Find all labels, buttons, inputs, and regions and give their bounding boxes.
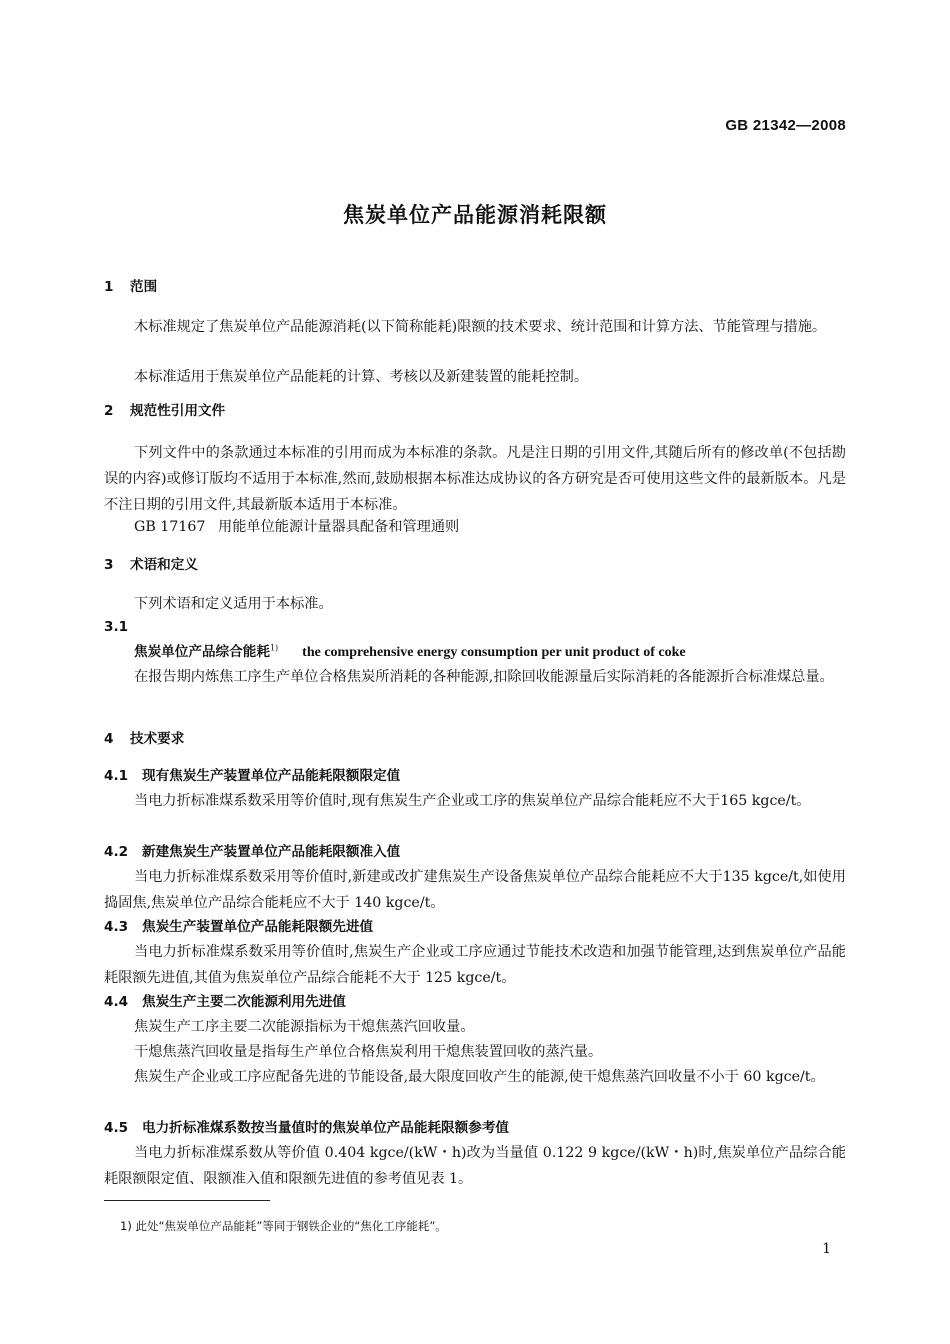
section-technical-requirements [104, 726, 846, 752]
section-scope [104, 274, 846, 300]
term-english: the comprehensive energy consumption per unit product of coke [302, 645, 686, 660]
section-title: 技术要求 [130, 731, 185, 747]
subsection-title: 现有焦炭生产装置单位产品能耗限额限定值 [142, 768, 401, 784]
section-number: 1 [104, 279, 114, 295]
paragraph: 干熄焦蒸汽回收量是指每生产单位合格焦炭利用干熄焦装置回收的蒸汽量。 [134, 1044, 603, 1060]
standard-code: GB 21342—2008 [725, 117, 846, 134]
document-title: 焦炭单位产品能源消耗限额 [343, 203, 607, 227]
subsection-title: 电力折标准煤系数按当量值时的焦炭单位产品能耗限额参考值 [142, 1120, 510, 1136]
term-chinese: 焦炭单位产品综合能耗 [134, 644, 270, 660]
section-title: 范围 [130, 279, 158, 295]
reference-title: 用能单位能源计量器具配备和管理通则 [218, 519, 460, 535]
paragraph: 下列文件中的条款通过本标准的引用而成为本标准的条款。凡是注日期的引用文件,其随后所有的修改单(不包括勘误的内容)或修订版均不适用于本标准,然而,鼓励根据本标准达成协议的各方研究是否可使用这些文件的最新版本。凡是不注日期的引用文件,其最新版本适用于本标准。 [104, 445, 846, 513]
footnote: 1) 此处“焦炭单位产品能耗”等同于钢铁企业的“焦化工序能耗”。 [120, 1219, 447, 1233]
page-number: 1 [822, 1241, 831, 1257]
paragraph: 当电力折标准煤系数从等价值 0.404 kgce/(kW・h)改为当量值 0.122 9 kgce/(kW・h)时,焦炭单位产品综合能耗限额限定值、限额准入值和限额先进值的参考值见表 1。 [104, 1145, 846, 1187]
paragraph: 本标准适用于焦炭单位产品能耗的计算、考核以及新建装置的能耗控制。 [134, 369, 589, 385]
paragraph: 木标准规定了焦炭单位产品能源消耗(以下简称能耗)限额的技术要求、统计范围和计算方法、节能管理与措施。 [134, 319, 827, 335]
subsection-heading [104, 914, 846, 940]
section-terms [104, 552, 846, 578]
section-title: 规范性引用文件 [130, 403, 226, 419]
section-heading [104, 552, 846, 578]
section-number: 2 [104, 403, 114, 419]
reference-entry [104, 514, 876, 540]
paragraph: 当电力折标准煤系数采用等价值时,新建或改扩建焦炭生产设备焦炭单位产品综合能耗应不大于135 kgce/t,如使用捣固焦,焦炭单位产品综合能耗应不大于 140 kgce/t。 [104, 869, 846, 911]
subsection-number: 4.3 [104, 919, 129, 935]
section-heading [104, 398, 846, 424]
section-number: 4 [104, 731, 114, 747]
subsection-heading [104, 763, 846, 789]
subsection-number: 4.4 [104, 994, 129, 1010]
subsection-heading [104, 989, 846, 1015]
paragraph: 当电力折标准煤系数采用等价值时,现有焦炭生产企业或工序的焦炭单位产品综合能耗应不大于165 kgce/t。 [134, 793, 811, 809]
paragraph: 当电力折标准煤系数采用等价值时,焦炭生产企业或工序应通过节能技术改造和加强节能管理,达到焦炭单位产品能耗限额先进值,其值为焦炭单位产品综合能耗不大于 125 kgce/t。 [104, 944, 846, 986]
subsection-number: 4.2 [104, 844, 129, 860]
subsection-title: 焦炭生产装置单位产品能耗限额先进值 [142, 919, 374, 935]
footnote-divider [104, 1200, 270, 1201]
subsection-title: 新建焦炭生产装置单位产品能耗限额准入值 [142, 844, 401, 860]
footnote-marker: 1) [269, 643, 279, 653]
section-number: 3 [104, 557, 114, 573]
subsection-heading [104, 1115, 846, 1141]
section-heading [104, 274, 846, 300]
section-normative-references [104, 398, 846, 424]
paragraph: 焦炭生产企业或工序应配备先进的节能设备,最大限度回收产生的能源,使干熄焦蒸汽回收量不小于 60 kgce/t。 [134, 1069, 825, 1085]
subsection-heading [104, 839, 846, 865]
subsection-number: 4.1 [104, 768, 129, 784]
term-definition: 在报告期内炼焦工序生产单位合格焦炭所消耗的各种能源,扣除回收能源量后实际消耗的各能源折合标准煤总量。 [134, 669, 834, 685]
paragraph: 焦炭生产工序主要二次能源指标为干熄焦蒸汽回收量。 [134, 1019, 475, 1035]
subsection-number: 4.5 [104, 1120, 129, 1136]
term-entry [104, 639, 876, 666]
section-title: 术语和定义 [130, 557, 198, 573]
subsection-title: 焦炭生产主要二次能源利用先进值 [142, 994, 346, 1010]
paragraph: 下列术语和定义适用于本标准。 [134, 596, 333, 612]
section-heading [104, 726, 846, 752]
subsection-number: 3.1 [104, 619, 129, 635]
reference-code: GB 17167 [134, 519, 206, 535]
